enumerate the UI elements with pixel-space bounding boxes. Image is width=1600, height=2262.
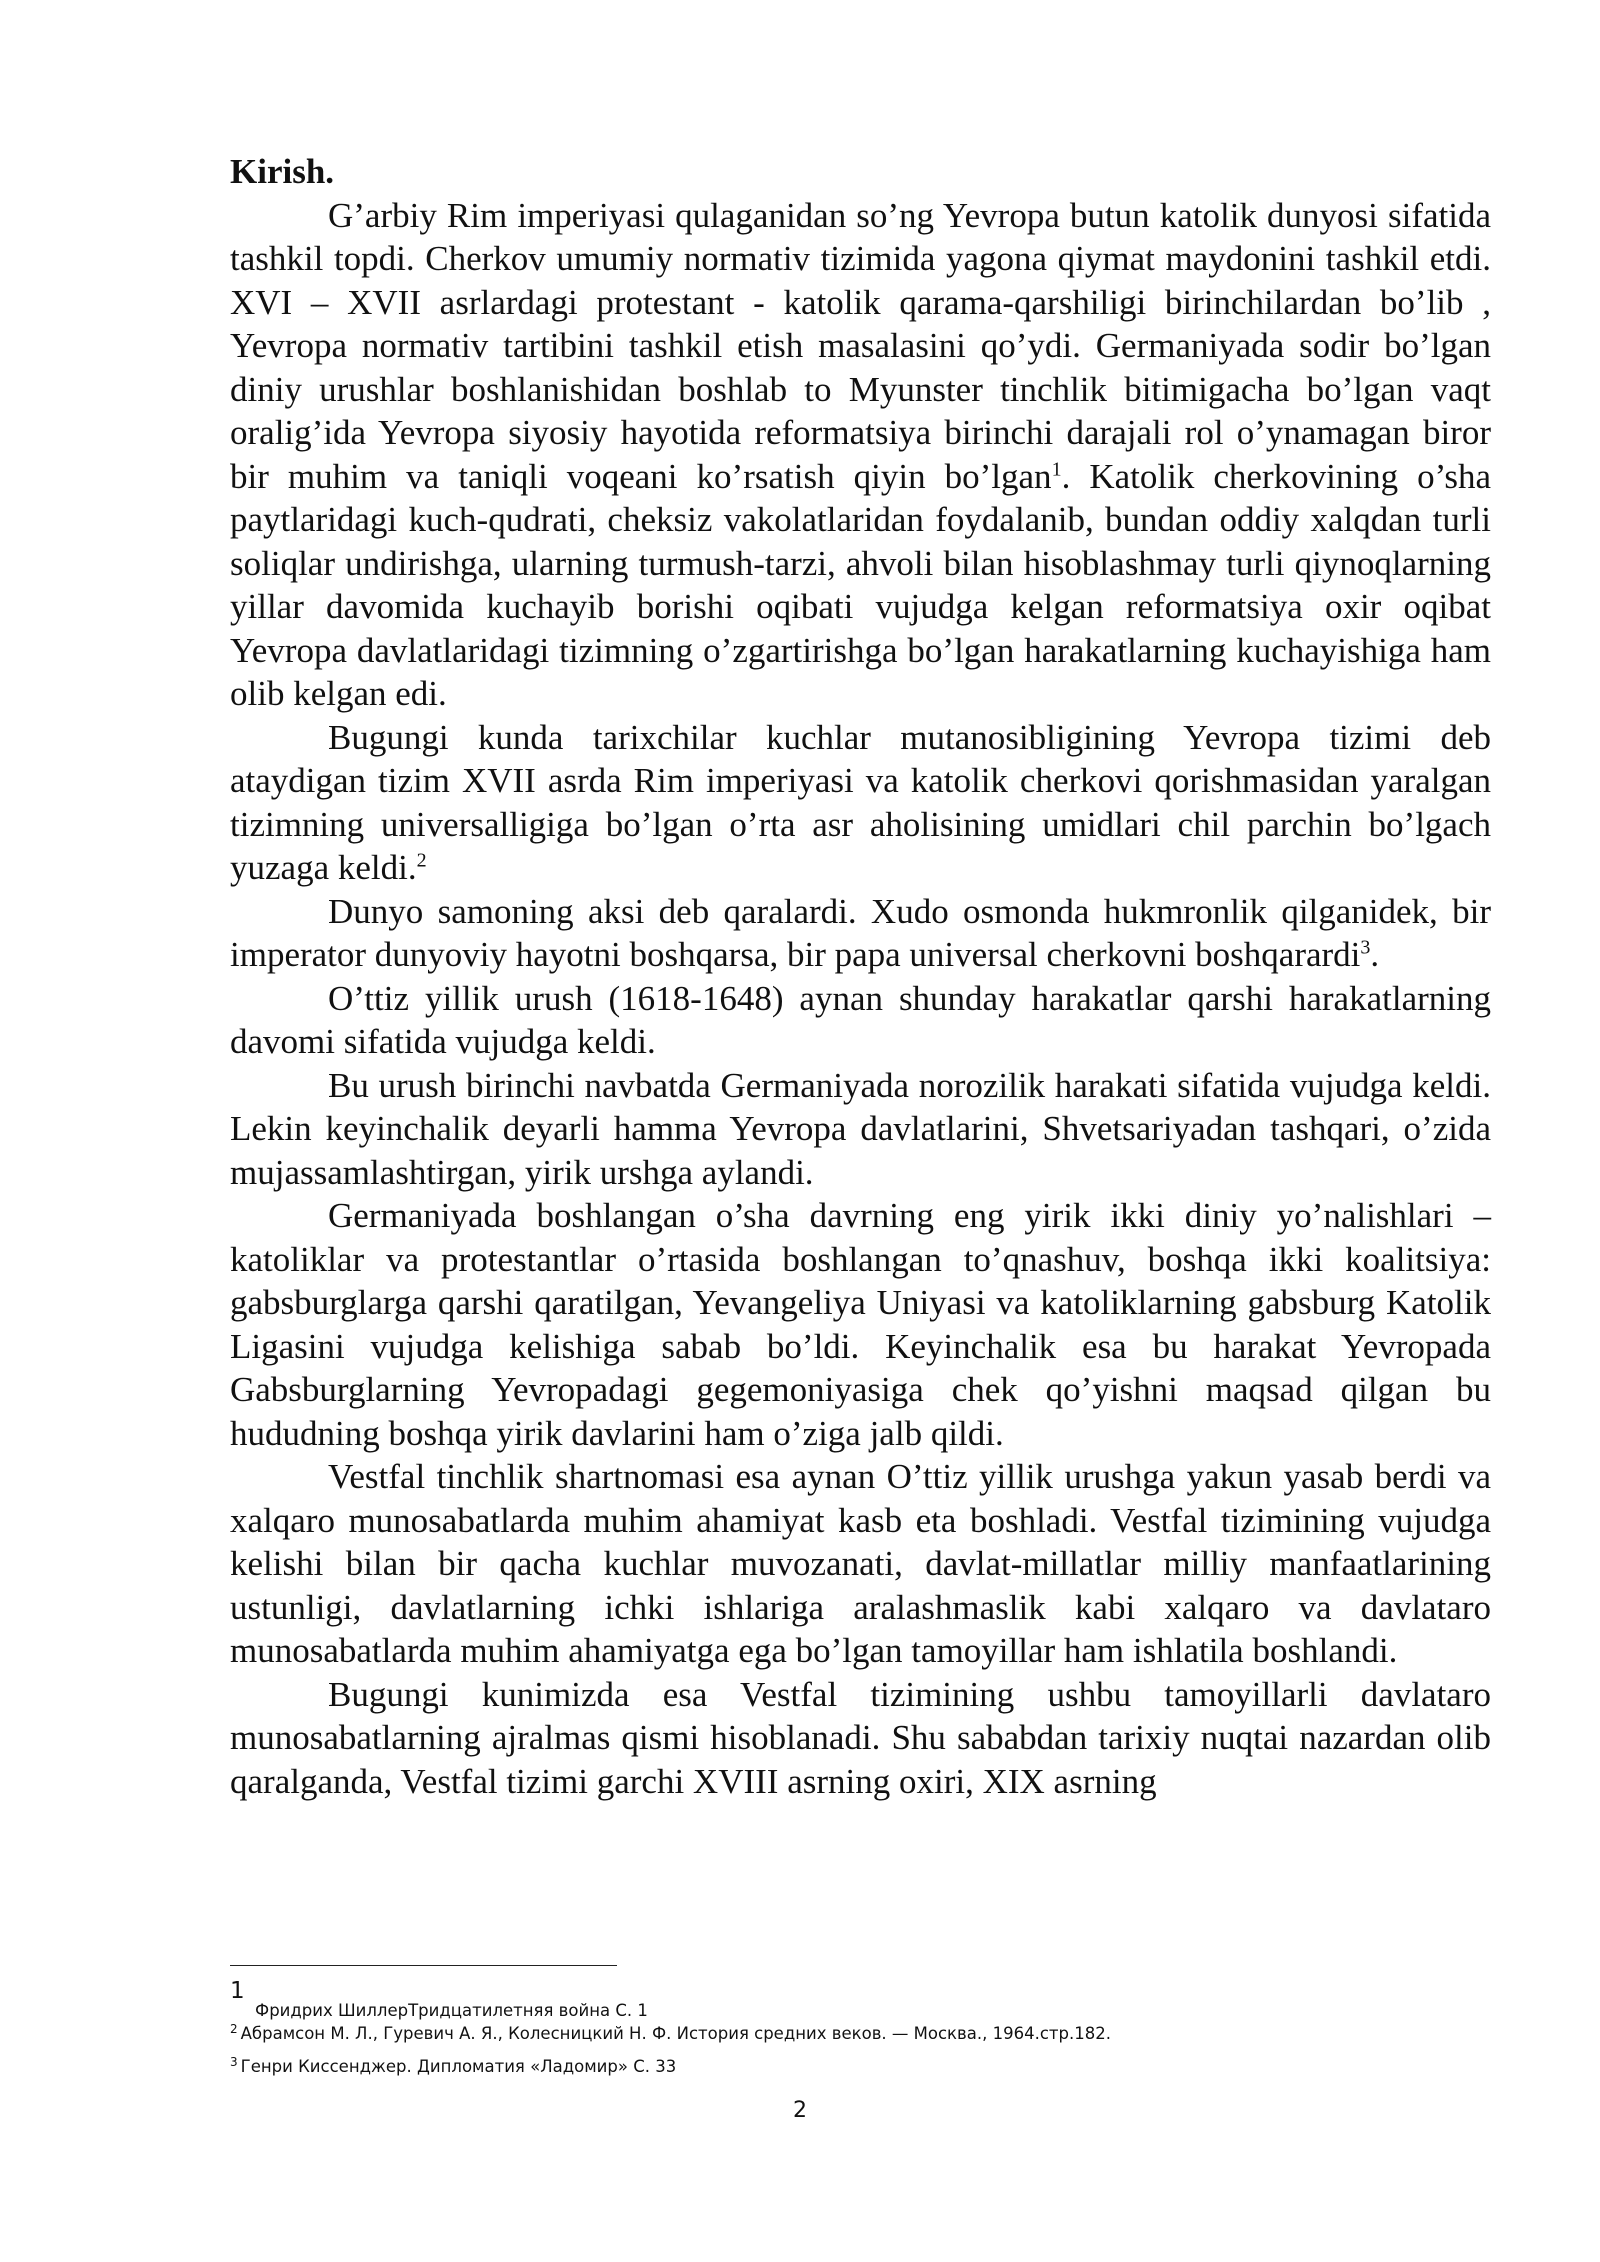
paragraph-3 [230,890,1491,977]
paragraph-text: Vestfal tinchlik shartnomasi esa aynan O’ttiz yillik urushga yakun yasab berdi va xalqaro munosabatlarda muhim ahamiyat kasb eta boshladi. Vestfal tizimining vujudga kelishi bilan bir qacha kuchlar muvozanati, davlat-millatlar milliy manfaatlarining ustunligi, davlatlarning ichki ishlariga aralashmaslik kabi xalqaro va davlataro munosabatlarda muhim ahamiyatga ega bo’lgan tamoyillar ham ishlatila boshlandi. [230,1457,1491,1670]
page-number: 2 [793,2098,807,2123]
document-body [230,150,1491,1803]
footnote-number: 2 [230,2021,238,2036]
paragraph-text: Bu urush birinchi navbatda Germaniyada norozilik harakati sifatida vujudga keldi. Lekin keyinchalik deyarli hamma Yevropa davlatlarini, Shvetsariyadan tashqari, o’zida mujassamlashtirgan, yirik urshga aylandi. [230,1065,1491,1192]
footnote-2 [230,2021,1491,2057]
footnote-3 [230,2054,1491,2087]
footnotes [230,1978,1491,2087]
footnote-number: 3 [230,2054,238,2069]
footnote-text: Абрамсон М. Л., Гуревич А. Я., Колесницкий Н. Ф. История средних веков. — Москва., 1964.стр.182. [240,2024,1111,2043]
paragraph-2 [230,716,1491,890]
section-title: Kirish. [230,152,335,191]
footnote-separator [230,1965,617,1966]
footnote-number: 1 [230,1978,245,2004]
paragraph-text-after: . Katolik cherkovining o’sha paytlaridagi kuch-qudrati, cheksiz vakolatlaridan foydalanib, bundan oddiy xalqdan turli soliqlar undirishga, ularning turmush-tarzi, ahvoli bilan hisoblashmay turli qiynoqlarning yillar davomida kuchayib borishi oqibati vujudga kelgan reformatsiya oxir oqibat Yevropa davlatlaridagi tizimning o’zgartirishga bo’lgan harakatlarning kuchayishiga ham olib kelgan edi. [230,456,1491,713]
footnote-text: Фридрих ШиллерТридцатилетняя война С. 1 [255,2001,648,2020]
paragraph-1 [230,194,1491,716]
paragraph-4 [230,977,1491,1064]
paragraph-text: Germaniyada boshlangan o’sha davrning eng yirik ikki diniy yo’nalishlari – katoliklar va protestantlar o’rtasida boshlangan to’qnashuv, boshqa ikki koalitsiya: gabsburglarga qarshi qaratilgan, Yevangeliya Uniyasi va katoliklarning gabsburg Katolik Ligasini vujudga kelishiga sabab bo’ldi. Keyinchalik esa bu harakat Yevropada Gabsburglarning Yevropadagi gegemoniyasiga chek qo’yishni maqsad qilgan bu hududning boshqa yirik davlarini ham o’ziga jalb qildi. [230,1196,1491,1453]
paragraph-text: Dunyo samoning aksi deb qaralardi. Xudo osmonda hukmronlik qilganidek, bir imperator dunyoviy hayotni boshqarsa, bir papa universal cherkovni boshqarardi [230,891,1491,974]
paragraph-5 [230,1064,1491,1195]
paragraph-6 [230,1194,1491,1455]
footnote-ref-3[interactable]: 3 [1360,936,1371,959]
paragraph-text: O’ttiz yillik urush (1618-1648) aynan shunday harakatlar qarshi harakatlarning davomi sifatida vujudga keldi. [230,978,1491,1061]
footnote-text: Генри Киссенджер. Дипломатия «Ладомир» С. 33 [240,2057,677,2076]
footnote-ref-2[interactable]: 2 [416,849,427,872]
paragraph-7 [230,1455,1491,1673]
footnote-ref-1[interactable]: 1 [1051,457,1062,480]
paragraph-text: Bugungi kunimizda esa Vestfal tizimining ushbu tamoyillarli davlataro munosabatlarning ajralmas qismi hisoblanadi. Shu sababdan tarixiy nuqtai nazardan olib qaralganda, Vestfal tizimi garchi XVIII asrning oxiri, XIX asrning [230,1674,1491,1801]
paragraph-text: G’arbiy Rim imperiyasi qulaganidan so’ng Yevropa butun katolik dunyosi sifatida tashkil topdi. Cherkov umumiy normativ tizimida yagona qiymat maydonini tashkil etdi. XVI – XVII asrlardagi protestant - katolik qarama-qarshiligi birinchilardan bo’lib , Yevropa normativ tartibini tashkil etish masalasini qo’ydi. Germaniyada sodir bo’lgan diniy urushlar boshlanishidan boshlab to Myunster tinchlik bitimigacha bo’lgan vaqt oralig’ida Yevropa siyosiy hayotida reformatsiya birinchi darajali rol o’ynamagan biror bir muhim va taniqli voqeani ko’rsatish qiyin bo’lgan [230,195,1491,496]
footnote-1 [230,1978,1491,2024]
paragraph-8 [230,1673,1491,1804]
paragraph-text: Bugungi kunda tarixchilar kuchlar mutanosibligining Yevropa tizimi deb ataydigan tizim XVII asrda Rim imperiyasi va katolik cherkovi qorishmasidan yaralgan tizimning universalligiga bo’lgan o’rta asr aholisining umidlari chil parchin bo’lgach yuzaga keldi. [230,717,1491,887]
paragraph-text-after: . [1370,935,1380,974]
